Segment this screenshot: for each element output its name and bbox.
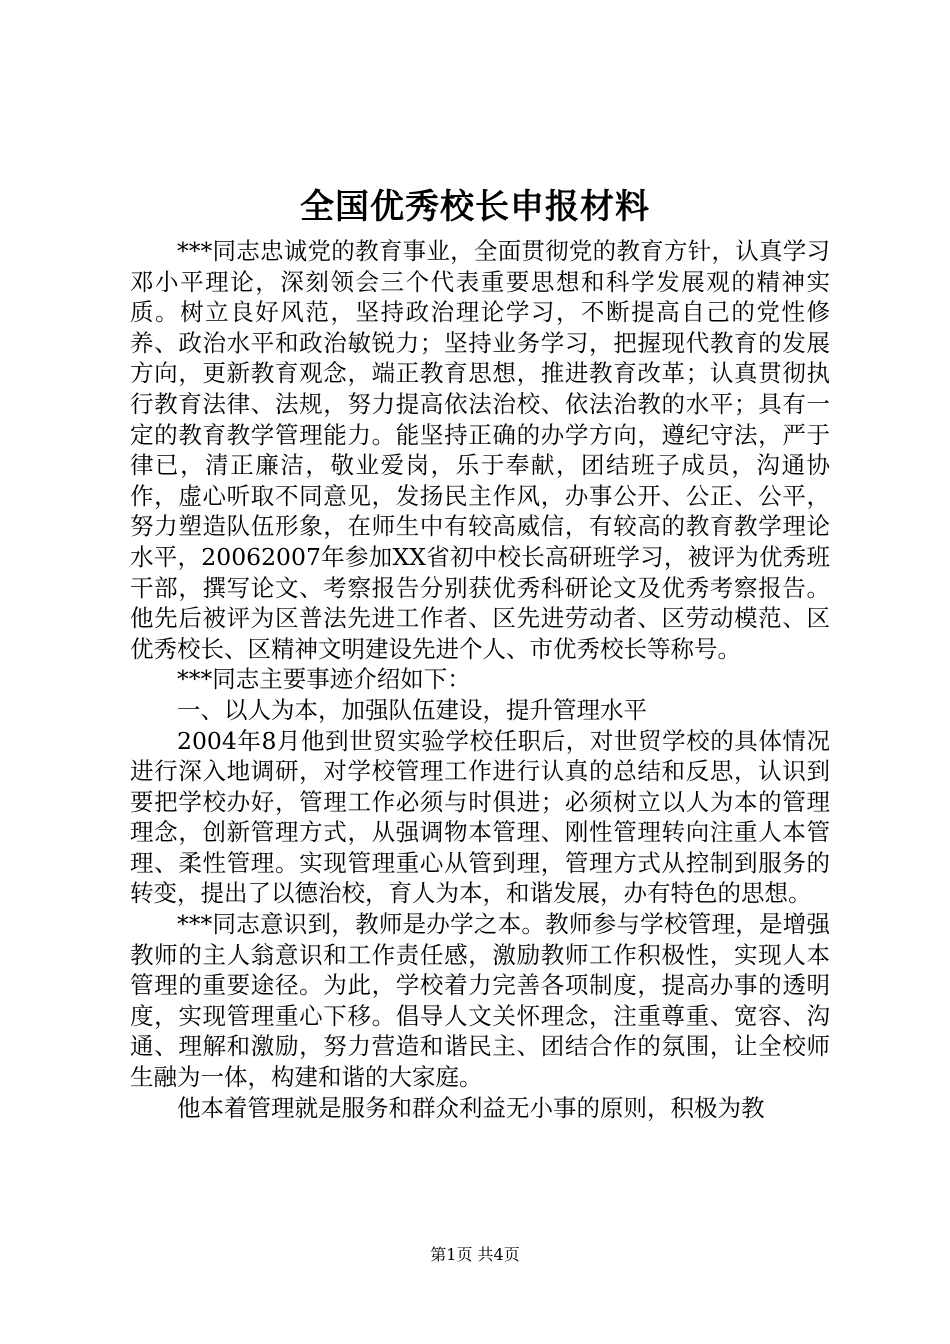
- paragraph-management: 2004年8月他到世贸实验学校任职后，对世贸学校的具体情况进行深入地调研，对学校管理工作进行认真的总结和反思，认识到要把学校办好，管理工作必须与时俱进；必须树立以人为本的管理理念，创新管理方式，从强调物本管理、刚性管理转向注重人本管理、柔性管理。实现管理重心从管到理，管理方式从控制到服务的转变，提出了以德治校，育人为本，和谐发展，办有特色的思想。: [130, 726, 830, 908]
- document-title: 全国优秀校长申报材料: [300, 187, 650, 227]
- paragraph-service: 他本着管理就是服务和群众利益无小事的原则，积极为教: [177, 1093, 765, 1122]
- paragraph-deeds-intro: ***同志主要事迹介绍如下：: [177, 665, 471, 694]
- section-heading-1: 一、以人为本，加强队伍建设，提升管理水平: [177, 695, 647, 724]
- document-body: [130, 236, 830, 1123]
- paragraph-teachers: ***同志意识到，教师是办学之本。教师参与学校管理，是增强教师的主人翁意识和工作责任感，激励教师工作积极性，实现人本管理的重要途径。为此，学校着力完善各项制度，提高办事的透明度，实现管理重心下移。倡导人文关怀理念，注重尊重、宽容、沟通、理解和激励，努力营造和谐民主、团结合作的氛围，让全校师生融为一体，构建和谐的大家庭。: [130, 910, 830, 1092]
- paragraph-intro: ***同志忠诚党的教育事业，全面贯彻党的教育方针，认真学习邓小平理论，深刻领会三个代表重要思想和科学发展观的精神实质。树立良好风范，坚持政治理论学习，不断提高自己的党性修养、政治水平和政治敏锐力；坚持业务学习，把握现代教育的发展方向，更新教育观念，端正教育思想，推进教育改革；认真贯彻执行教育法律、法规，努力提高依法治校、依法治教的水平；具有一定的教育教学管理能力。能坚持正确的办学方向，遵纪守法，严于律已，清正廉洁，敬业爱岗，乐于奉献，团结班子成员，沟通协作，虚心听取不同意见，发扬民主作风，办事公开、公正、公平，努力塑造队伍形象，在师生中有较高威信，有较高的教育教学理论水平，20062007年参加XX省初中校长高研班学习，被评为优秀班干部，撰写论文、考察报告分别获优秀科研论文及优秀考察报告。他先后被评为区普法先进工作者、区先进劳动者、区劳动模范、区优秀校长、区精神文明建设先进个人、市优秀校长等称号。: [130, 237, 830, 663]
- page-footer: 第1页 共4页: [430, 1245, 520, 1264]
